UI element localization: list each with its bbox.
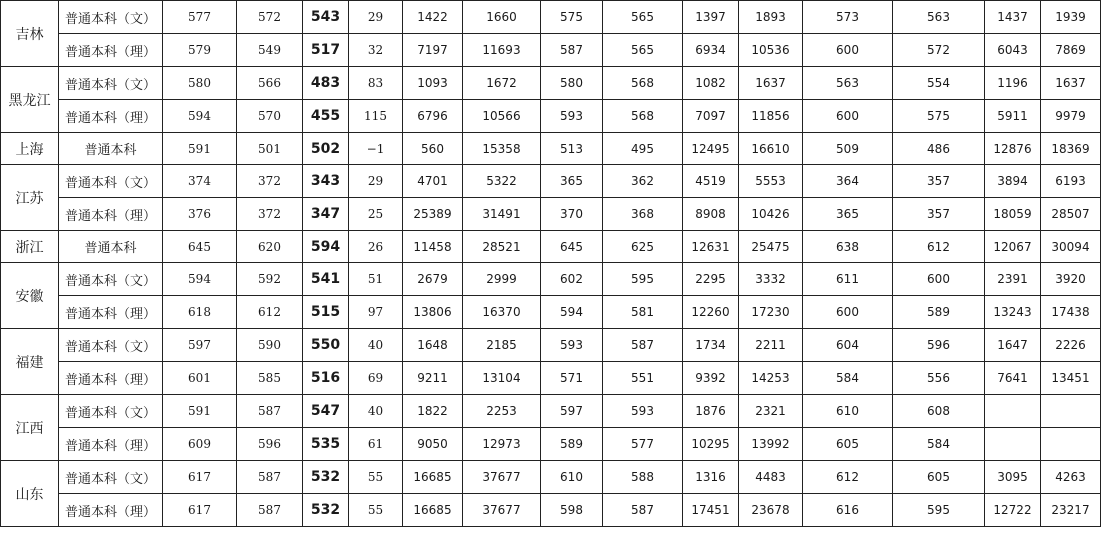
- value-cell: 2295: [683, 263, 739, 296]
- value-cell: 12973: [463, 428, 541, 461]
- value-cell: 591: [163, 395, 237, 428]
- value-cell: 29: [349, 1, 403, 34]
- value-cell: 7869: [1041, 34, 1101, 67]
- highlight-score-cell: 532: [303, 461, 349, 494]
- value-cell: 638: [803, 231, 893, 263]
- value-cell: 25: [349, 198, 403, 231]
- value-cell: 97: [349, 296, 403, 329]
- value-cell: 1316: [683, 461, 739, 494]
- value-cell: 362: [603, 165, 683, 198]
- value-cell: 25389: [403, 198, 463, 231]
- category-cell: 普通本科（理）: [59, 100, 163, 133]
- value-cell: 600: [893, 263, 985, 296]
- value-cell: 595: [603, 263, 683, 296]
- value-cell: 618: [163, 296, 237, 329]
- value-cell: 594: [163, 263, 237, 296]
- highlight-score-cell: 532: [303, 494, 349, 527]
- value-cell: 7197: [403, 34, 463, 67]
- category-cell: 普通本科（文）: [59, 1, 163, 34]
- value-cell: 580: [541, 67, 603, 100]
- province-cell: 江苏: [1, 165, 59, 231]
- highlight-score-cell: 483: [303, 67, 349, 100]
- value-cell: 17438: [1041, 296, 1101, 329]
- value-cell: 12876: [985, 133, 1041, 165]
- value-cell: 571: [541, 362, 603, 395]
- value-cell: 572: [237, 1, 303, 34]
- value-cell: 5553: [739, 165, 803, 198]
- value-cell: 486: [893, 133, 985, 165]
- value-cell: 612: [803, 461, 893, 494]
- value-cell: 2253: [463, 395, 541, 428]
- value-cell: 1196: [985, 67, 1041, 100]
- value-cell: 602: [541, 263, 603, 296]
- value-cell: 598: [541, 494, 603, 527]
- value-cell: 577: [163, 1, 237, 34]
- value-cell: 1637: [1041, 67, 1101, 100]
- value-cell: 8908: [683, 198, 739, 231]
- value-cell: 590: [237, 329, 303, 362]
- value-cell: 605: [893, 461, 985, 494]
- value-cell: 2226: [1041, 329, 1101, 362]
- value-cell: 115: [349, 100, 403, 133]
- value-cell: 587: [603, 494, 683, 527]
- category-cell: 普通本科（文）: [59, 263, 163, 296]
- value-cell: 587: [237, 395, 303, 428]
- value-cell: 1939: [1041, 1, 1101, 34]
- highlight-score-cell: 543: [303, 1, 349, 34]
- value-cell: 600: [803, 296, 893, 329]
- highlight-score-cell: 515: [303, 296, 349, 329]
- value-cell: 357: [893, 165, 985, 198]
- value-cell: 4701: [403, 165, 463, 198]
- table-row: [1, 494, 1101, 527]
- value-cell: 1822: [403, 395, 463, 428]
- value-cell: 587: [603, 329, 683, 362]
- value-cell: 13104: [463, 362, 541, 395]
- table-row: [1, 461, 1101, 494]
- value-cell: 610: [803, 395, 893, 428]
- value-cell: 13451: [1041, 362, 1101, 395]
- value-cell: 610: [541, 461, 603, 494]
- table-row: [1, 133, 1101, 165]
- value-cell: 509: [803, 133, 893, 165]
- value-cell: 5911: [985, 100, 1041, 133]
- highlight-score-cell: 594: [303, 231, 349, 263]
- province-cell: 黑龙江: [1, 67, 59, 133]
- value-cell: 645: [541, 231, 603, 263]
- value-cell: 554: [893, 67, 985, 100]
- value-cell: 23678: [739, 494, 803, 527]
- value-cell: 580: [163, 67, 237, 100]
- value-cell: 372: [237, 198, 303, 231]
- value-cell: 7641: [985, 362, 1041, 395]
- highlight-score-cell: 541: [303, 263, 349, 296]
- value-cell: 1672: [463, 67, 541, 100]
- value-cell: 15358: [463, 133, 541, 165]
- value-cell: 584: [803, 362, 893, 395]
- value-cell: [1041, 395, 1101, 428]
- value-cell: 501: [237, 133, 303, 165]
- value-cell: 25475: [739, 231, 803, 263]
- category-cell: 普通本科（理）: [59, 34, 163, 67]
- category-cell: 普通本科（理）: [59, 296, 163, 329]
- value-cell: 600: [803, 34, 893, 67]
- value-cell: 12067: [985, 231, 1041, 263]
- highlight-score-cell: 516: [303, 362, 349, 395]
- table-row: [1, 198, 1101, 231]
- value-cell: 513: [541, 133, 603, 165]
- highlight-score-cell: 550: [303, 329, 349, 362]
- value-cell: 588: [603, 461, 683, 494]
- value-cell: 3332: [739, 263, 803, 296]
- value-cell: 51: [349, 263, 403, 296]
- value-cell: 69: [349, 362, 403, 395]
- value-cell: 1648: [403, 329, 463, 362]
- value-cell: 577: [603, 428, 683, 461]
- value-cell: 16610: [739, 133, 803, 165]
- value-cell: 13992: [739, 428, 803, 461]
- value-cell: 549: [237, 34, 303, 67]
- value-cell: 579: [163, 34, 237, 67]
- value-cell: 10536: [739, 34, 803, 67]
- value-cell: 10426: [739, 198, 803, 231]
- value-cell: 584: [893, 428, 985, 461]
- province-cell: 山东: [1, 461, 59, 527]
- value-cell: 6193: [1041, 165, 1101, 198]
- value-cell: 591: [163, 133, 237, 165]
- value-cell: 573: [803, 1, 893, 34]
- value-cell: 370: [541, 198, 603, 231]
- category-cell: 普通本科（理）: [59, 428, 163, 461]
- category-cell: 普通本科（文）: [59, 395, 163, 428]
- value-cell: 595: [893, 494, 985, 527]
- value-cell: 593: [541, 329, 603, 362]
- value-cell: 587: [237, 461, 303, 494]
- province-cell: 江西: [1, 395, 59, 461]
- value-cell: 1082: [683, 67, 739, 100]
- category-cell: 普通本科: [59, 231, 163, 263]
- value-cell: 609: [163, 428, 237, 461]
- value-cell: 1734: [683, 329, 739, 362]
- value-cell: 55: [349, 461, 403, 494]
- value-cell: 2321: [739, 395, 803, 428]
- table-row: [1, 428, 1101, 461]
- table-row: [1, 329, 1101, 362]
- highlight-score-cell: 535: [303, 428, 349, 461]
- category-cell: 普通本科: [59, 133, 163, 165]
- value-cell: 3920: [1041, 263, 1101, 296]
- value-cell: 1437: [985, 1, 1041, 34]
- value-cell: 1637: [739, 67, 803, 100]
- value-cell: 597: [541, 395, 603, 428]
- value-cell: 604: [803, 329, 893, 362]
- value-cell: 596: [237, 428, 303, 461]
- category-cell: 普通本科（文）: [59, 165, 163, 198]
- value-cell: 16370: [463, 296, 541, 329]
- value-cell: 6796: [403, 100, 463, 133]
- value-cell: 570: [237, 100, 303, 133]
- province-cell: 上海: [1, 133, 59, 165]
- value-cell: 589: [893, 296, 985, 329]
- value-cell: 594: [541, 296, 603, 329]
- value-cell: 9392: [683, 362, 739, 395]
- value-cell: 596: [893, 329, 985, 362]
- value-cell: 566: [237, 67, 303, 100]
- value-cell: 357: [893, 198, 985, 231]
- value-cell: 572: [893, 34, 985, 67]
- value-cell: 365: [541, 165, 603, 198]
- province-cell: 福建: [1, 329, 59, 395]
- province-cell: 吉林: [1, 1, 59, 67]
- value-cell: 13806: [403, 296, 463, 329]
- value-cell: 581: [603, 296, 683, 329]
- value-cell: 18369: [1041, 133, 1101, 165]
- value-cell: −1: [349, 133, 403, 165]
- value-cell: 37677: [463, 494, 541, 527]
- value-cell: 4519: [683, 165, 739, 198]
- value-cell: 593: [541, 100, 603, 133]
- highlight-score-cell: 502: [303, 133, 349, 165]
- value-cell: 5322: [463, 165, 541, 198]
- value-cell: 1660: [463, 1, 541, 34]
- table-row: [1, 34, 1101, 67]
- value-cell: 16685: [403, 494, 463, 527]
- table-row: [1, 231, 1101, 263]
- province-cell: 浙江: [1, 231, 59, 263]
- category-cell: 普通本科（文）: [59, 461, 163, 494]
- value-cell: 11693: [463, 34, 541, 67]
- value-cell: 3095: [985, 461, 1041, 494]
- table-body: [1, 1, 1101, 527]
- value-cell: 28507: [1041, 198, 1101, 231]
- table-row: [1, 100, 1101, 133]
- table-row: [1, 1, 1101, 34]
- category-cell: 普通本科（文）: [59, 329, 163, 362]
- value-cell: 61: [349, 428, 403, 461]
- value-cell: 2391: [985, 263, 1041, 296]
- value-cell: 620: [237, 231, 303, 263]
- value-cell: 612: [237, 296, 303, 329]
- value-cell: 2185: [463, 329, 541, 362]
- value-cell: 575: [893, 100, 985, 133]
- value-cell: 589: [541, 428, 603, 461]
- value-cell: 551: [603, 362, 683, 395]
- value-cell: 17230: [739, 296, 803, 329]
- value-cell: 12722: [985, 494, 1041, 527]
- value-cell: 14253: [739, 362, 803, 395]
- value-cell: 612: [893, 231, 985, 263]
- category-cell: 普通本科（理）: [59, 494, 163, 527]
- value-cell: [985, 428, 1041, 461]
- value-cell: 565: [603, 34, 683, 67]
- value-cell: 1893: [739, 1, 803, 34]
- value-cell: 9211: [403, 362, 463, 395]
- value-cell: 17451: [683, 494, 739, 527]
- table-row: [1, 296, 1101, 329]
- table-row: [1, 263, 1101, 296]
- value-cell: 31491: [463, 198, 541, 231]
- value-cell: 617: [163, 461, 237, 494]
- value-cell: 2679: [403, 263, 463, 296]
- value-cell: 11856: [739, 100, 803, 133]
- value-cell: 593: [603, 395, 683, 428]
- value-cell: 11458: [403, 231, 463, 263]
- value-cell: 376: [163, 198, 237, 231]
- value-cell: 83: [349, 67, 403, 100]
- table-row: [1, 362, 1101, 395]
- value-cell: 563: [893, 1, 985, 34]
- value-cell: 29: [349, 165, 403, 198]
- value-cell: 28521: [463, 231, 541, 263]
- value-cell: [1041, 428, 1101, 461]
- value-cell: 16685: [403, 461, 463, 494]
- value-cell: 32: [349, 34, 403, 67]
- table-row: [1, 395, 1101, 428]
- value-cell: 6934: [683, 34, 739, 67]
- value-cell: 4263: [1041, 461, 1101, 494]
- value-cell: 368: [603, 198, 683, 231]
- value-cell: 587: [541, 34, 603, 67]
- value-cell: 645: [163, 231, 237, 263]
- value-cell: 565: [603, 1, 683, 34]
- value-cell: 10566: [463, 100, 541, 133]
- value-cell: 1422: [403, 1, 463, 34]
- highlight-score-cell: 343: [303, 165, 349, 198]
- value-cell: 600: [803, 100, 893, 133]
- value-cell: 560: [403, 133, 463, 165]
- value-cell: 616: [803, 494, 893, 527]
- value-cell: 1876: [683, 395, 739, 428]
- category-cell: 普通本科（理）: [59, 362, 163, 395]
- value-cell: 23217: [1041, 494, 1101, 527]
- highlight-score-cell: 517: [303, 34, 349, 67]
- value-cell: 556: [893, 362, 985, 395]
- value-cell: 597: [163, 329, 237, 362]
- value-cell: 30094: [1041, 231, 1101, 263]
- value-cell: 2211: [739, 329, 803, 362]
- table-row: [1, 67, 1101, 100]
- value-cell: 18059: [985, 198, 1041, 231]
- value-cell: 12495: [683, 133, 739, 165]
- value-cell: 12260: [683, 296, 739, 329]
- value-cell: 364: [803, 165, 893, 198]
- table-row: [1, 165, 1101, 198]
- value-cell: 37677: [463, 461, 541, 494]
- highlight-score-cell: 455: [303, 100, 349, 133]
- value-cell: 605: [803, 428, 893, 461]
- value-cell: 374: [163, 165, 237, 198]
- value-cell: 575: [541, 1, 603, 34]
- category-cell: 普通本科（文）: [59, 67, 163, 100]
- province-cell: 安徽: [1, 263, 59, 329]
- value-cell: 2999: [463, 263, 541, 296]
- value-cell: 365: [803, 198, 893, 231]
- value-cell: 625: [603, 231, 683, 263]
- value-cell: 601: [163, 362, 237, 395]
- category-cell: 普通本科（理）: [59, 198, 163, 231]
- value-cell: 617: [163, 494, 237, 527]
- value-cell: 563: [803, 67, 893, 100]
- value-cell: 611: [803, 263, 893, 296]
- value-cell: 594: [163, 100, 237, 133]
- value-cell: 9979: [1041, 100, 1101, 133]
- value-cell: 9050: [403, 428, 463, 461]
- value-cell: 568: [603, 100, 683, 133]
- value-cell: 40: [349, 395, 403, 428]
- value-cell: 6043: [985, 34, 1041, 67]
- value-cell: 587: [237, 494, 303, 527]
- value-cell: 592: [237, 263, 303, 296]
- value-cell: [985, 395, 1041, 428]
- highlight-score-cell: 547: [303, 395, 349, 428]
- value-cell: 568: [603, 67, 683, 100]
- value-cell: 40: [349, 329, 403, 362]
- value-cell: 7097: [683, 100, 739, 133]
- value-cell: 585: [237, 362, 303, 395]
- value-cell: 1397: [683, 1, 739, 34]
- value-cell: 12631: [683, 231, 739, 263]
- value-cell: 1647: [985, 329, 1041, 362]
- value-cell: 608: [893, 395, 985, 428]
- highlight-score-cell: 347: [303, 198, 349, 231]
- value-cell: 10295: [683, 428, 739, 461]
- value-cell: 26: [349, 231, 403, 263]
- value-cell: 13243: [985, 296, 1041, 329]
- value-cell: 1093: [403, 67, 463, 100]
- value-cell: 3894: [985, 165, 1041, 198]
- value-cell: 372: [237, 165, 303, 198]
- value-cell: 495: [603, 133, 683, 165]
- value-cell: 55: [349, 494, 403, 527]
- value-cell: 4483: [739, 461, 803, 494]
